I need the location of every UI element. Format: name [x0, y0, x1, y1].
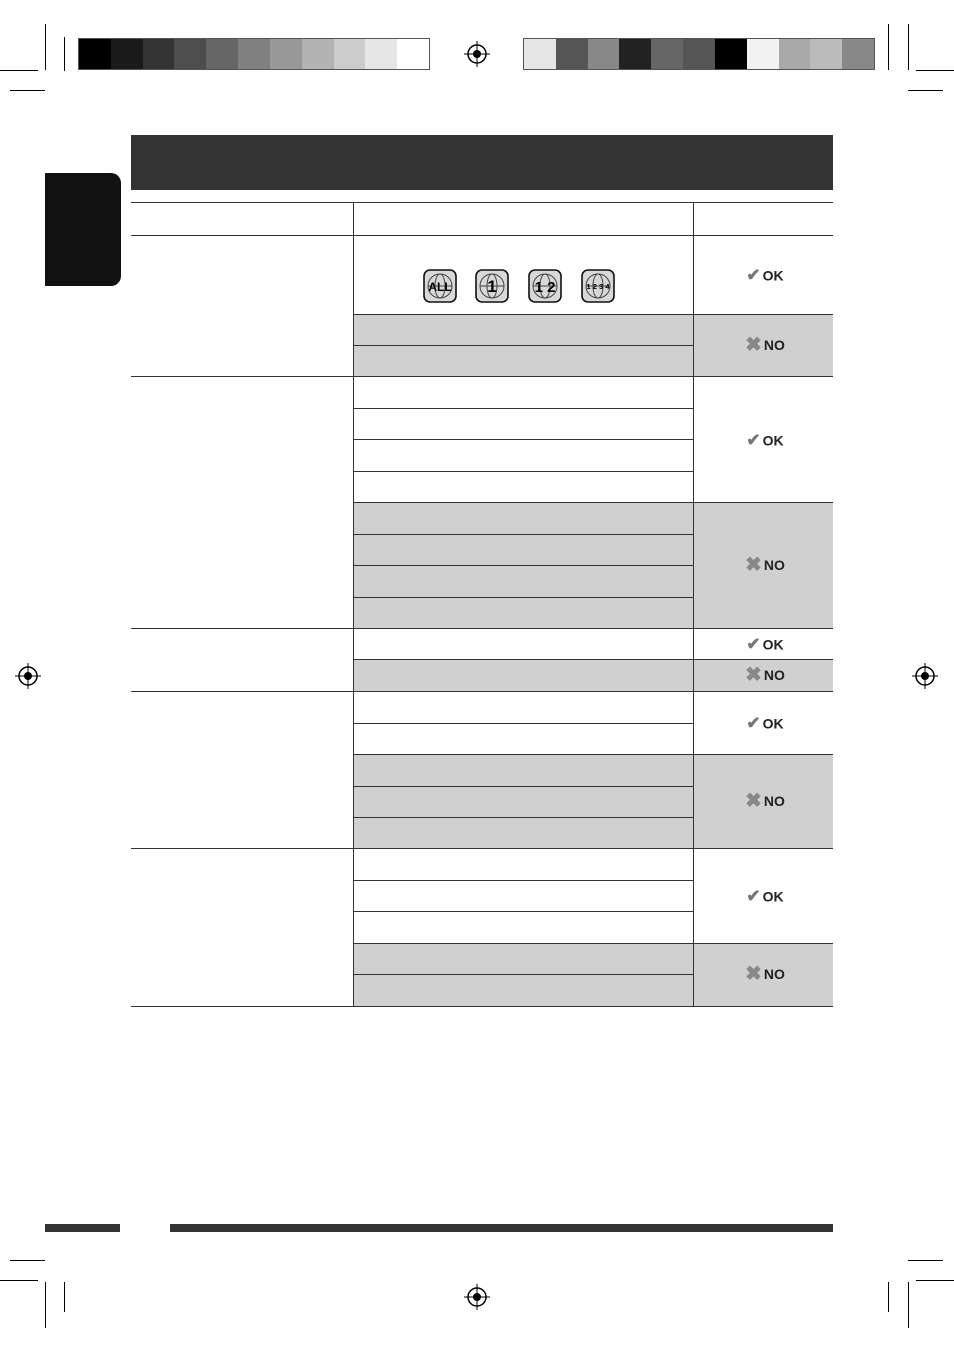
crop-mark: [64, 1282, 65, 1312]
status-ok-label: OK: [762, 888, 784, 904]
region-1-2-icon: [528, 269, 562, 303]
status-no-label: NO: [763, 793, 785, 809]
cross-icon: ✖: [745, 790, 762, 812]
status-no: [745, 555, 785, 575]
crop-mark: [64, 37, 65, 71]
color-calibration-strip-left: [78, 38, 430, 70]
table-row-divider: [131, 202, 833, 203]
color-swatch: [397, 39, 429, 69]
table-row-divider: [353, 659, 833, 660]
status-ok-label: OK: [762, 267, 784, 283]
check-icon: ✔: [746, 634, 761, 654]
color-swatch: [238, 39, 270, 69]
table-column-divider: [353, 202, 354, 1006]
color-calibration-strip-right: [523, 38, 875, 70]
color-swatch: [334, 39, 366, 69]
cross-icon: ✖: [745, 664, 762, 686]
color-swatch: [143, 39, 175, 69]
check-icon: ✔: [746, 430, 761, 450]
table-row-divider: [353, 408, 693, 409]
table-row-divider: [131, 235, 833, 236]
region-all-icon: [423, 269, 457, 303]
crop-mark: [0, 1280, 38, 1281]
status-no: [745, 665, 785, 685]
crop-mark: [45, 1282, 46, 1328]
color-swatch: [715, 39, 747, 69]
table-row-divider: [353, 786, 693, 787]
status-ok-label: OK: [762, 715, 784, 731]
color-swatch: [810, 39, 842, 69]
table-row-divider: [353, 880, 693, 881]
crop-mark: [908, 1282, 909, 1328]
crop-mark: [45, 24, 46, 70]
color-swatch: [79, 39, 111, 69]
region-icon-label: 1: [487, 277, 497, 296]
table-row-divider: [353, 534, 693, 535]
table-row-divider: [353, 817, 693, 818]
region-icon-label: ALL: [428, 280, 452, 294]
status-ok-label: OK: [762, 432, 784, 448]
status-ok: [746, 715, 783, 732]
status-no: [745, 964, 785, 984]
table-row-divider: [353, 565, 693, 566]
table-row-divider: [353, 314, 833, 315]
color-swatch: [842, 39, 874, 69]
footer-bar-left: [45, 1224, 120, 1232]
color-swatch: [206, 39, 238, 69]
color-swatch: [302, 39, 334, 69]
crop-mark: [10, 1260, 45, 1261]
color-swatch: [270, 39, 302, 69]
table-row-divider: [353, 911, 693, 912]
color-swatch: [779, 39, 811, 69]
page-header-bar: [131, 135, 833, 190]
region-icon-label: 1 2: [534, 279, 556, 296]
table-row-divider: [353, 597, 693, 598]
table-row-divider: [353, 974, 693, 975]
cross-icon: ✖: [745, 554, 762, 576]
registration-mark-icon: [912, 663, 938, 689]
crop-mark: [0, 70, 38, 71]
crop-mark: [916, 1280, 954, 1281]
table-row-divider: [353, 943, 833, 944]
registration-mark-icon: [15, 663, 41, 689]
registration-mark-icon: [464, 1284, 490, 1310]
color-swatch: [556, 39, 588, 69]
table-row-divider: [131, 1006, 833, 1007]
crop-mark: [888, 1282, 889, 1312]
color-swatch: [588, 39, 620, 69]
status-no-label: NO: [763, 667, 785, 683]
crop-mark: [908, 1260, 943, 1261]
status-ok: [746, 636, 783, 653]
check-icon: ✔: [746, 886, 761, 906]
table-column-divider: [693, 202, 694, 1006]
color-swatch: [524, 39, 556, 69]
crop-mark: [10, 90, 45, 91]
table-row-divider: [353, 439, 693, 440]
table-row-divider: [353, 723, 693, 724]
status-no-label: NO: [763, 966, 785, 982]
registration-mark-icon: [464, 41, 490, 67]
table-row-divider: [353, 471, 693, 472]
region-1-icon: [475, 269, 509, 303]
table-row-divider: [131, 628, 833, 629]
region-icon-label: 1 2 3 4: [586, 282, 610, 291]
crop-mark: [916, 70, 954, 71]
table-row-divider: [353, 502, 833, 503]
color-swatch: [619, 39, 651, 69]
table-row-divider: [131, 376, 833, 377]
crop-mark: [908, 24, 909, 70]
status-no-label: NO: [763, 337, 785, 353]
table-row-divider: [353, 345, 693, 346]
color-swatch: [651, 39, 683, 69]
check-icon: ✔: [746, 265, 761, 285]
region-1-2-3-4-icon: [581, 269, 615, 303]
status-ok-label: OK: [762, 636, 784, 652]
footer-bar-right: [170, 1224, 833, 1232]
status-ok: [746, 267, 783, 284]
cross-icon: ✖: [745, 963, 762, 985]
table-row-divider: [131, 691, 833, 692]
status-no: [745, 791, 785, 811]
crop-mark: [908, 90, 943, 91]
status-no: [745, 335, 785, 355]
color-swatch: [174, 39, 206, 69]
color-swatch: [747, 39, 779, 69]
language-tab: [45, 173, 121, 286]
status-no-label: NO: [763, 557, 785, 573]
status-ok: [746, 432, 783, 449]
table-row-divider: [131, 848, 833, 849]
color-swatch: [683, 39, 715, 69]
status-ok: [746, 888, 783, 905]
crop-mark: [888, 24, 889, 70]
color-swatch: [111, 39, 143, 69]
table-row-divider: [353, 754, 833, 755]
check-icon: ✔: [746, 713, 761, 733]
color-swatch: [365, 39, 397, 69]
cross-icon: ✖: [745, 334, 762, 356]
